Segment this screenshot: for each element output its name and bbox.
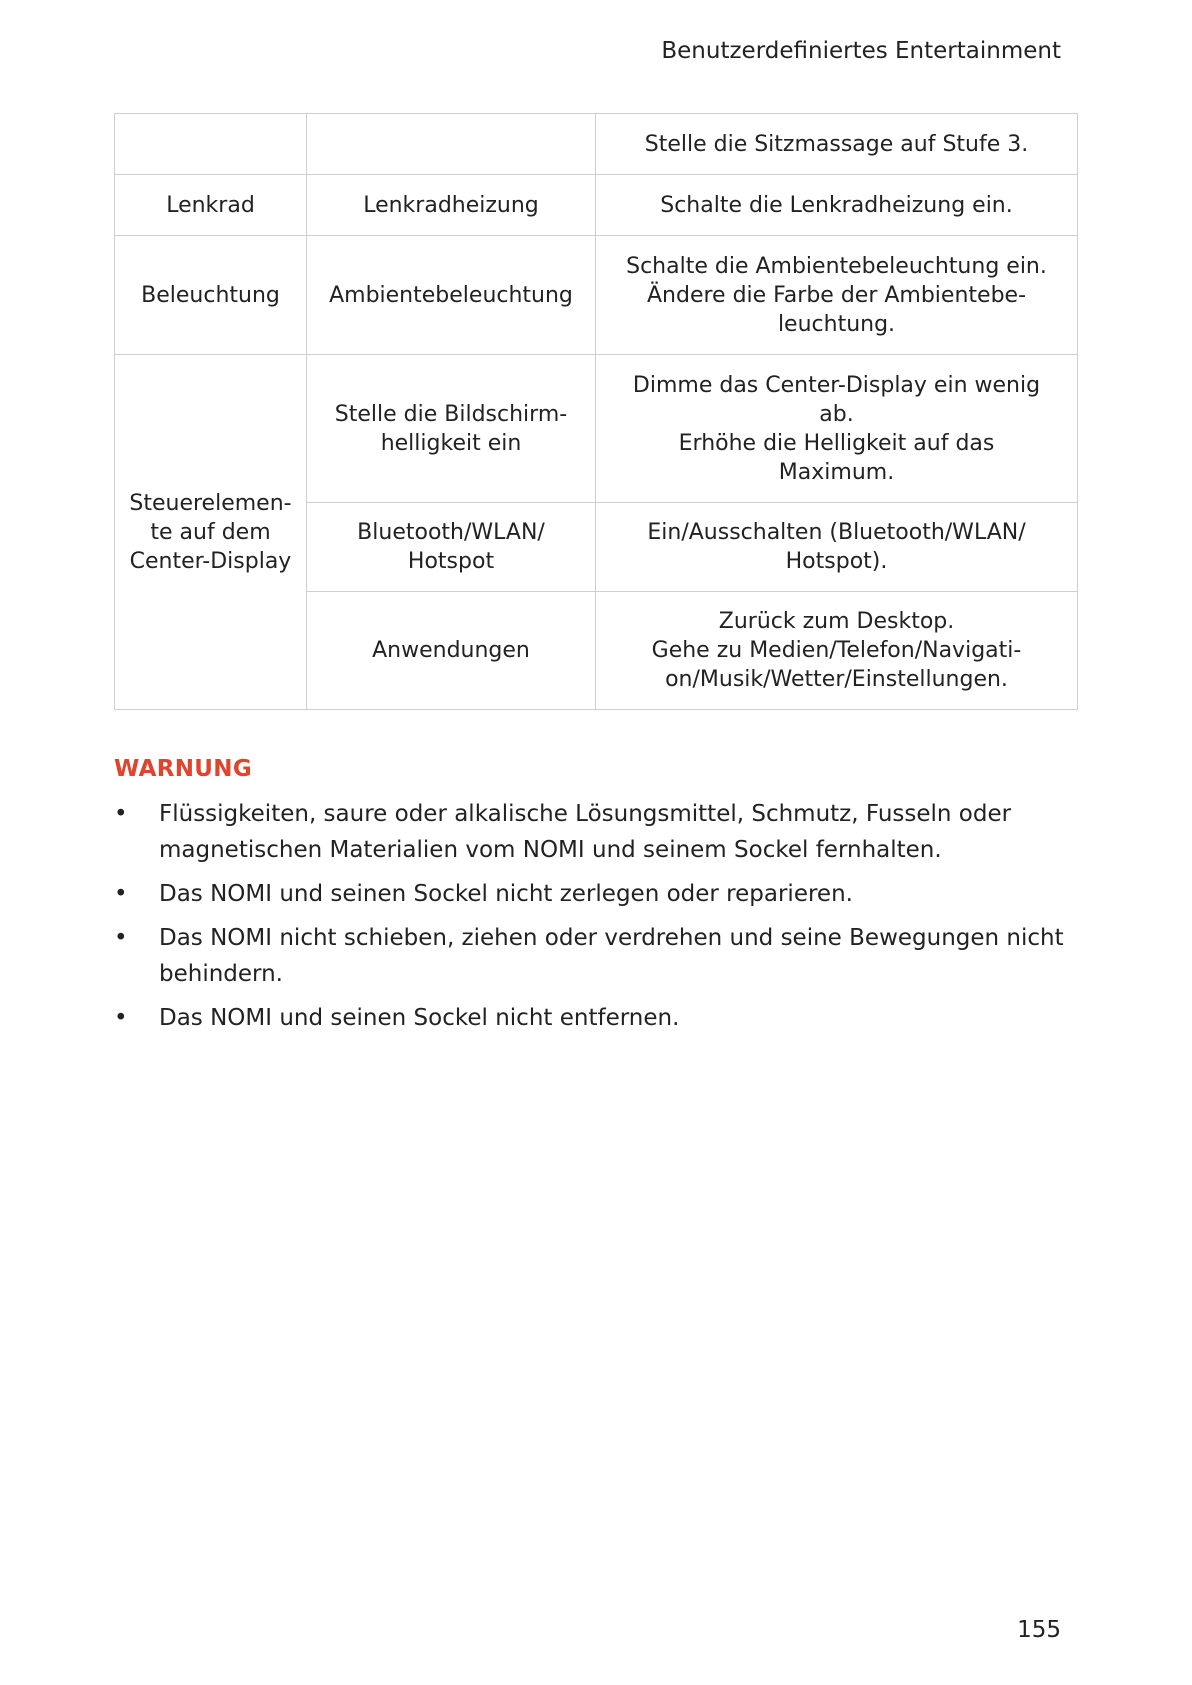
list-item xyxy=(114,1000,1074,1036)
table-row xyxy=(115,236,1078,355)
list-item xyxy=(114,920,1074,992)
warning-list xyxy=(114,796,1074,1044)
list-item xyxy=(114,796,1074,868)
table-cell-command: Ein/Ausschalten (Bluetooth/WLAN/ Hotspot). xyxy=(596,503,1078,592)
table-cell-command: Stelle die Sitzmassage auf Stufe 3. xyxy=(596,114,1078,175)
table-cell-command: Schalte die Lenkradheizung ein. xyxy=(596,175,1078,236)
list-item-text: Das NOMI und seinen Sockel nicht zerlegen oder reparieren. xyxy=(159,881,853,907)
page-header: Benutzerdefiniertes Entertainment xyxy=(661,38,1061,64)
list-item xyxy=(114,876,1074,912)
bullet: • xyxy=(114,881,128,907)
table-row xyxy=(115,355,1078,503)
table-cell-function: Lenkradheizung xyxy=(307,175,596,236)
page-number: 155 xyxy=(1017,1617,1061,1643)
warning-title: WARNUNG xyxy=(114,756,252,782)
table-row xyxy=(115,175,1078,236)
table-cell-function: Stelle die Bildschirm- helligkeit ein xyxy=(307,355,596,503)
table-cell-function: Bluetooth/WLAN/ Hotspot xyxy=(307,503,596,592)
table-cell-function xyxy=(307,114,596,175)
table-cell-function: Anwendungen xyxy=(307,592,596,710)
command-table xyxy=(114,113,1078,710)
bullet: • xyxy=(114,925,128,951)
list-item-text: Das NOMI nicht schieben, ziehen oder verdrehen und seine Bewegungen nicht behindern. xyxy=(159,925,1064,987)
bullet: • xyxy=(114,801,128,827)
table-cell-command: Schalte die Ambientebeleuchtung ein. Ändere die Farbe der Ambientebe- leuchtung. xyxy=(596,236,1078,355)
bullet: • xyxy=(114,1005,128,1031)
table-row xyxy=(115,114,1078,175)
list-item-text: Flüssigkeiten, saure oder alkalische Lösungsmittel, Schmutz, Fusseln oder magnetischen Materialien vom NOMI und seinem Sockel fernhalten. xyxy=(159,801,1012,863)
table-cell-function: Ambientebeleuchtung xyxy=(307,236,596,355)
table-cell-command: Dimme das Center-Display ein wenig ab. Erhöhe die Helligkeit auf das Maximum. xyxy=(596,355,1078,503)
table-cell-category xyxy=(115,114,307,175)
table-cell-category: Beleuchtung xyxy=(115,236,307,355)
table-cell-command: Zurück zum Desktop. Gehe zu Medien/Telefon/Navigati- on/Musik/Wetter/Einstellungen. xyxy=(596,592,1078,710)
table-cell-category: Lenkrad xyxy=(115,175,307,236)
list-item-text: Das NOMI und seinen Sockel nicht entfernen. xyxy=(159,1005,680,1031)
table-cell-category: Steuerelemen- te auf dem Center-Display xyxy=(115,355,307,710)
